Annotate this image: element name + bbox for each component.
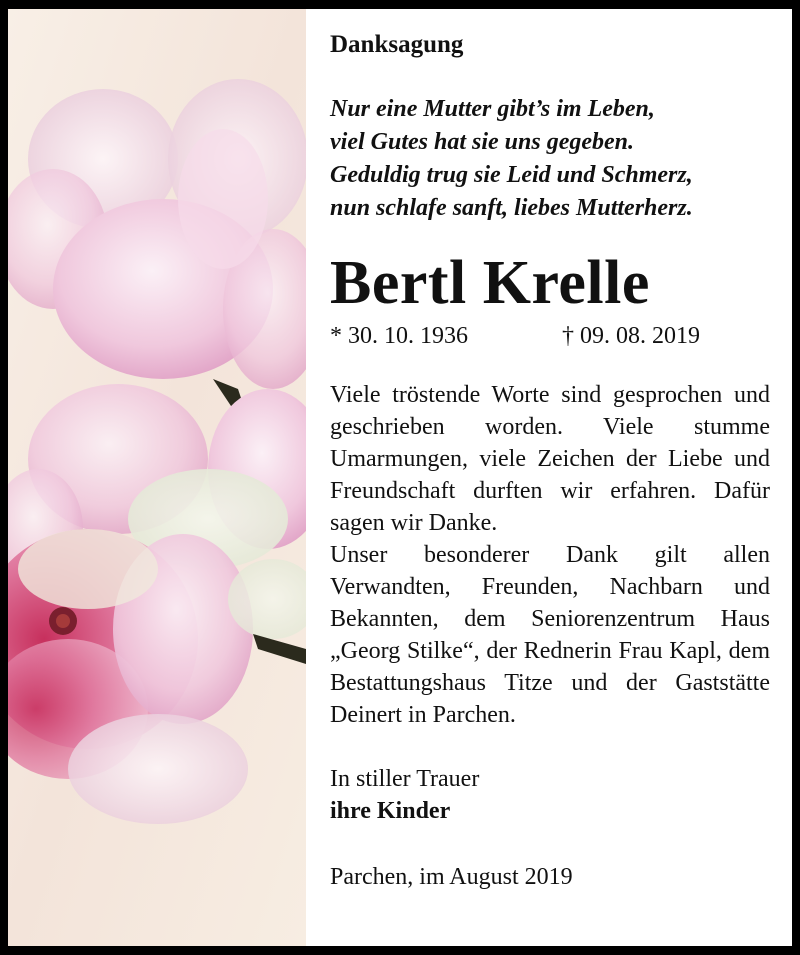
poem-line: nun schlafe sanft, liebes Mutterherz.	[330, 195, 693, 221]
birth-date: * 30. 10. 1936	[330, 323, 468, 349]
notice-content	[330, 29, 770, 893]
poem-line: Nur eine Mutter gibt’s im Leben,	[330, 96, 655, 122]
deceased-name: Bertl Krelle	[330, 249, 650, 317]
obituary-card	[8, 9, 792, 946]
thanks-text	[330, 379, 770, 731]
closing-line: In stiller Trauer	[330, 766, 480, 792]
place-date: Parchen, im August 2019	[330, 864, 573, 890]
thanks-paragraph: Viele tröstende Worte sind gesprochen und geschrieben worden. Viele stumme Umarmungen, viele Zeichen der Liebe und Freundschaft durften wir erfahren. Dafür sagen wir Danke.	[330, 382, 770, 536]
special-thanks-paragraph: Unser besonderer Dank gilt allen Verwandten, Freunden, Nachbarn und Bekannten, dem Seniorenzentrum Haus „Georg Stilke“, der Rednerin Frau Kapl, dem Bestattungshaus Titze und der Gaststätte Deinert in Parchen.	[330, 542, 770, 728]
life-dates	[330, 321, 770, 351]
poem-line: viel Gutes hat sie uns gegeben.	[330, 129, 634, 155]
memorial-poem	[330, 93, 770, 225]
poem-line: Geduldig trug sie Leid und Schmerz,	[330, 162, 693, 188]
death-date: † 09. 08. 2019	[562, 323, 700, 349]
signature: ihre Kinder	[330, 798, 451, 824]
notice-heading: Danksagung	[330, 31, 464, 58]
magnolia-image	[8, 9, 306, 946]
closing-block	[330, 763, 770, 827]
